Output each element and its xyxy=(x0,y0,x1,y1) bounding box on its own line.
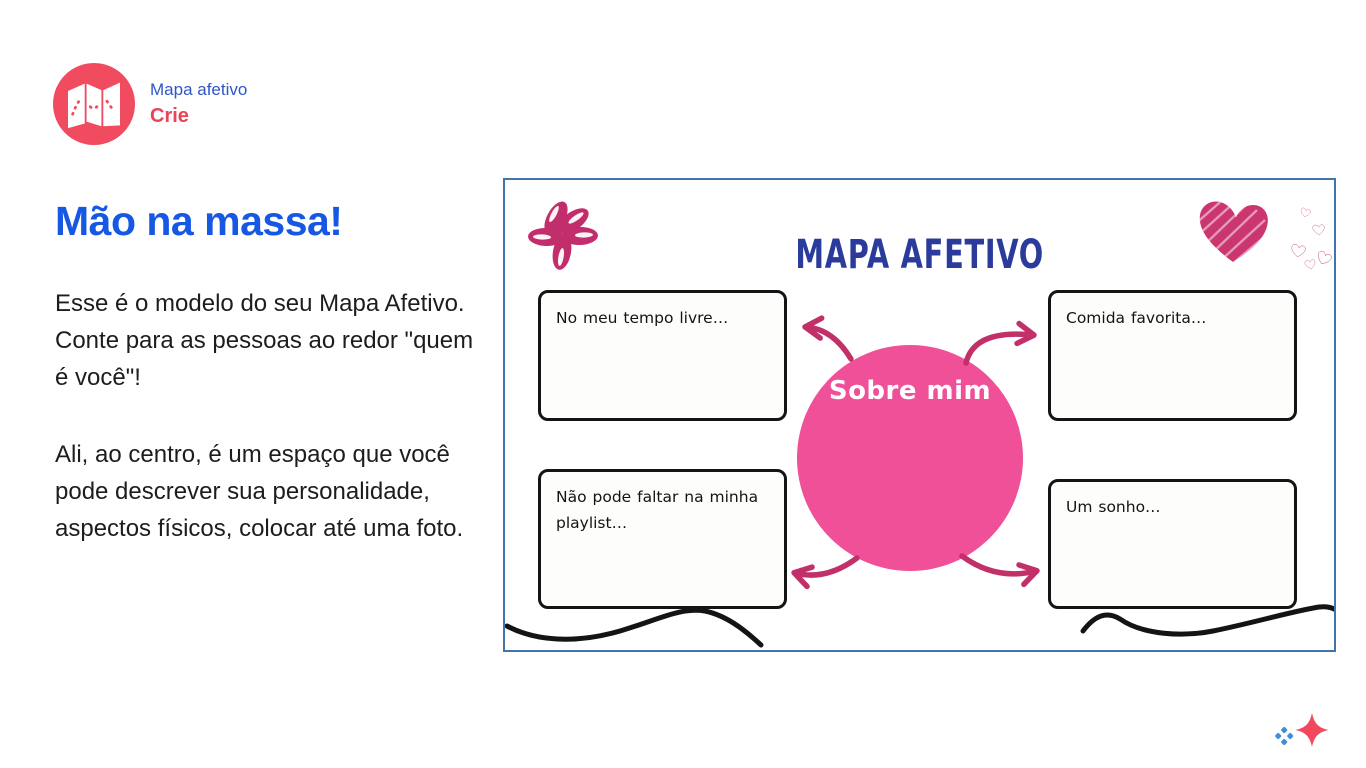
intro-paragraph: Esse é o modelo do seu Mapa Afetivo. Conte para as pessoas ao redor "quem é você"! xyxy=(55,290,474,391)
app-title-block xyxy=(150,80,247,128)
template-box-label: No meu tempo livre… xyxy=(556,309,729,327)
assistant-sparkles-button[interactable] xyxy=(1268,710,1334,756)
template-title: MAPA AFETIVO xyxy=(795,232,1044,278)
template-box-label: Comida favorita… xyxy=(1066,309,1207,327)
template-box-comida-favorita xyxy=(1048,290,1297,421)
detail-paragraph: Ali, ao centro, é um espaço que você pode descrever sua personalidade, aspectos físicos, colocar até uma foto. xyxy=(55,441,464,542)
section-label: Crie xyxy=(150,105,189,127)
blue-sparkle-icon xyxy=(1275,726,1294,745)
arrow-top-right xyxy=(966,334,1033,363)
lesson-text-column xyxy=(55,198,479,547)
app-header xyxy=(53,63,247,145)
arrow-top-left xyxy=(806,327,851,359)
pink-sparkle-icon xyxy=(1296,713,1329,747)
template-image-frame xyxy=(503,178,1336,652)
center-label: Sobre mim xyxy=(828,376,992,406)
template-box-tempo-livre xyxy=(538,290,787,421)
app-name: Mapa afetivo xyxy=(150,80,248,99)
page-title: Mão na massa! xyxy=(55,198,343,244)
map-icon xyxy=(65,78,123,130)
template-box-label: Um sonho… xyxy=(1066,498,1161,516)
wave-line-right xyxy=(1083,607,1334,634)
template-box-label: Não pode faltar na minha playlist… xyxy=(556,488,759,533)
wave-line-left xyxy=(507,610,761,645)
template-box-playlist xyxy=(538,469,787,609)
sobre-mim-circle xyxy=(797,345,1023,571)
template-box-sonho xyxy=(1048,479,1297,609)
app-logo xyxy=(53,63,135,145)
